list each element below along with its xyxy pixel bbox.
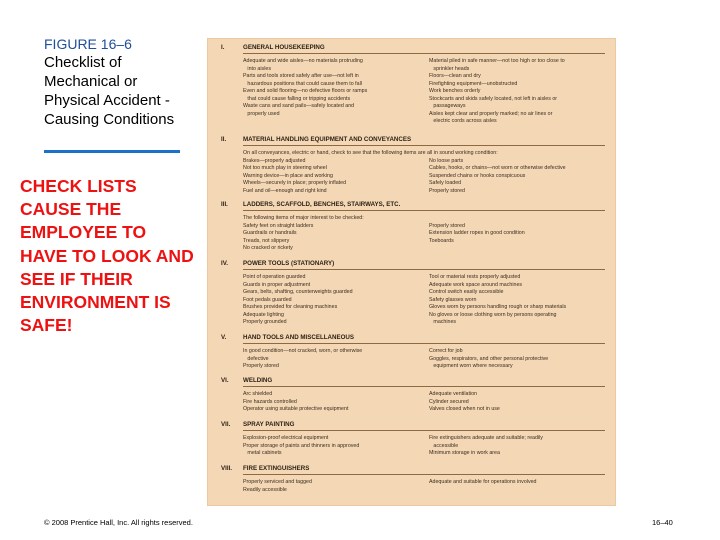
section-divider (243, 210, 605, 211)
section-number: VI. (221, 377, 229, 384)
section-right-items: No loose parts Cables, hooks, or chains—not worn or otherwise defective Suspended chains or hooks conspicuous Safely loaded Properly stored (429, 157, 566, 194)
section-divider (243, 269, 605, 270)
section-title: POWER TOOLS (STATIONARY) (243, 260, 335, 267)
section-divider (243, 343, 605, 344)
section-number: III. (221, 201, 228, 208)
section-left-items: In good condition—not cracked, worn, or otherwise defective Properly stored (243, 348, 363, 369)
slide-number: 16–40 (652, 518, 673, 527)
section-right-items: Material piled in safe manner—not too high or too close to sprinkler heads Floors—clean and dry Firefighting equipment—unobstructed Work benches orderly Stockcarts and skids safely located, not left in aisles or passageways Aisles kept clear and properly marked; no air lines or electric cords across aisles (429, 58, 565, 124)
section-number: VII. (221, 421, 231, 428)
section-right-items: Properly stored Extension ladder ropes in good condition Toeboards (429, 222, 525, 244)
section-title: WELDING (243, 377, 273, 384)
figure-label: FIGURE 16–6 (44, 36, 132, 52)
section-left-items: The following items of major interest to be checked: Safety feet on straight ladders Guardrails or handrails Treads, not slippery No cracked or rickety (243, 215, 364, 251)
section-right-items: Adequate ventilation Cylinder secured Valves closed when not in use (429, 391, 500, 412)
section-right-items: Correct for job Goggles, respirators, and other personal protective equipment worn where necessary (429, 348, 549, 369)
section-divider (243, 430, 605, 431)
section-title: FIRE EXTINGUISHERS (243, 465, 310, 472)
section-left-items: Arc shielded Fire hazards controlled Operator using suitable protective equipment (243, 391, 349, 412)
section-title: MATERIAL HANDLING EQUIPMENT AND CONVEYANCES (243, 136, 412, 143)
section-title: SPRAY PAINTING (243, 421, 295, 428)
section-divider (243, 474, 605, 475)
section-right-items: Tool or material rests properly adjusted Adequate work space around machines Control switch easily accessible Safety glasses worn Gloves worn by persons handling rough or sharp materials No gloves or loose clothing worn by persons operating machines (429, 274, 567, 325)
callout-text: CHECK LISTS CAUSE THE EMPLOYEE TO HAVE TO LOOK AND SEE IF THEIR ENVIRONMENT IS SAFE! (20, 176, 194, 336)
figure-title: Checklist of Mechanical or Physical Accident -Causing Conditions (44, 54, 175, 128)
checklist-scan (207, 38, 616, 506)
section-right-items: Adequate and suitable for operations involved (429, 479, 537, 485)
section-divider (243, 53, 605, 54)
section-number: IV. (221, 260, 228, 267)
section-title: GENERAL HOUSEKEEPING (243, 44, 325, 51)
copyright-footer: © 2008 Prentice Hall, Inc. All rights reserved. (44, 518, 193, 527)
section-number: V. (221, 334, 227, 341)
section-right-items: Fire extinguishers adequate and suitable; readily accessible Minimum storage in work area (429, 435, 543, 456)
section-left-items: Adequate and wide aisles—no materials protruding into aisles Parts and tools stored safely after use—not left in hazardous positions that could cause them to fall Even and solid flooring—no defective floors or ramps that could cause falling or tripping accidents Waste cans and sand pails—safely located and properly used (243, 58, 368, 117)
section-divider (243, 386, 605, 387)
section-left-items: Point of operation guarded Guards in proper adjustment Gears, belts, shafting, counterweights guarded Foot pedals guarded Brushes provided for cleaning machines Adequate lighting Properly grounded (243, 274, 353, 325)
title-divider (44, 150, 180, 153)
section-number: VIII. (221, 465, 233, 472)
section-title: HAND TOOLS AND MISCELLANEOUS (243, 334, 355, 341)
section-left-items: Explosion-proof electrical equipment Proper storage of paints and thinners in approved metal cabinets (243, 435, 360, 456)
section-left-items: Properly serviced and tagged Readily accessible (243, 479, 312, 493)
section-divider (243, 145, 605, 146)
section-number: I. (221, 44, 225, 51)
section-left-items: On all conveyances, electric or hand, check to see that the following items are all in sound working condition: Brakes—properly adjusted Not too much play in steering wheel Warning device—in place and working Wheels—securely in place; properly inflated Fuel and oil—enough and right kind (243, 150, 498, 194)
section-number: II. (221, 136, 227, 143)
section-title: LADDERS, SCAFFOLD, BENCHES, STAIRWAYS, ETC. (243, 201, 401, 208)
